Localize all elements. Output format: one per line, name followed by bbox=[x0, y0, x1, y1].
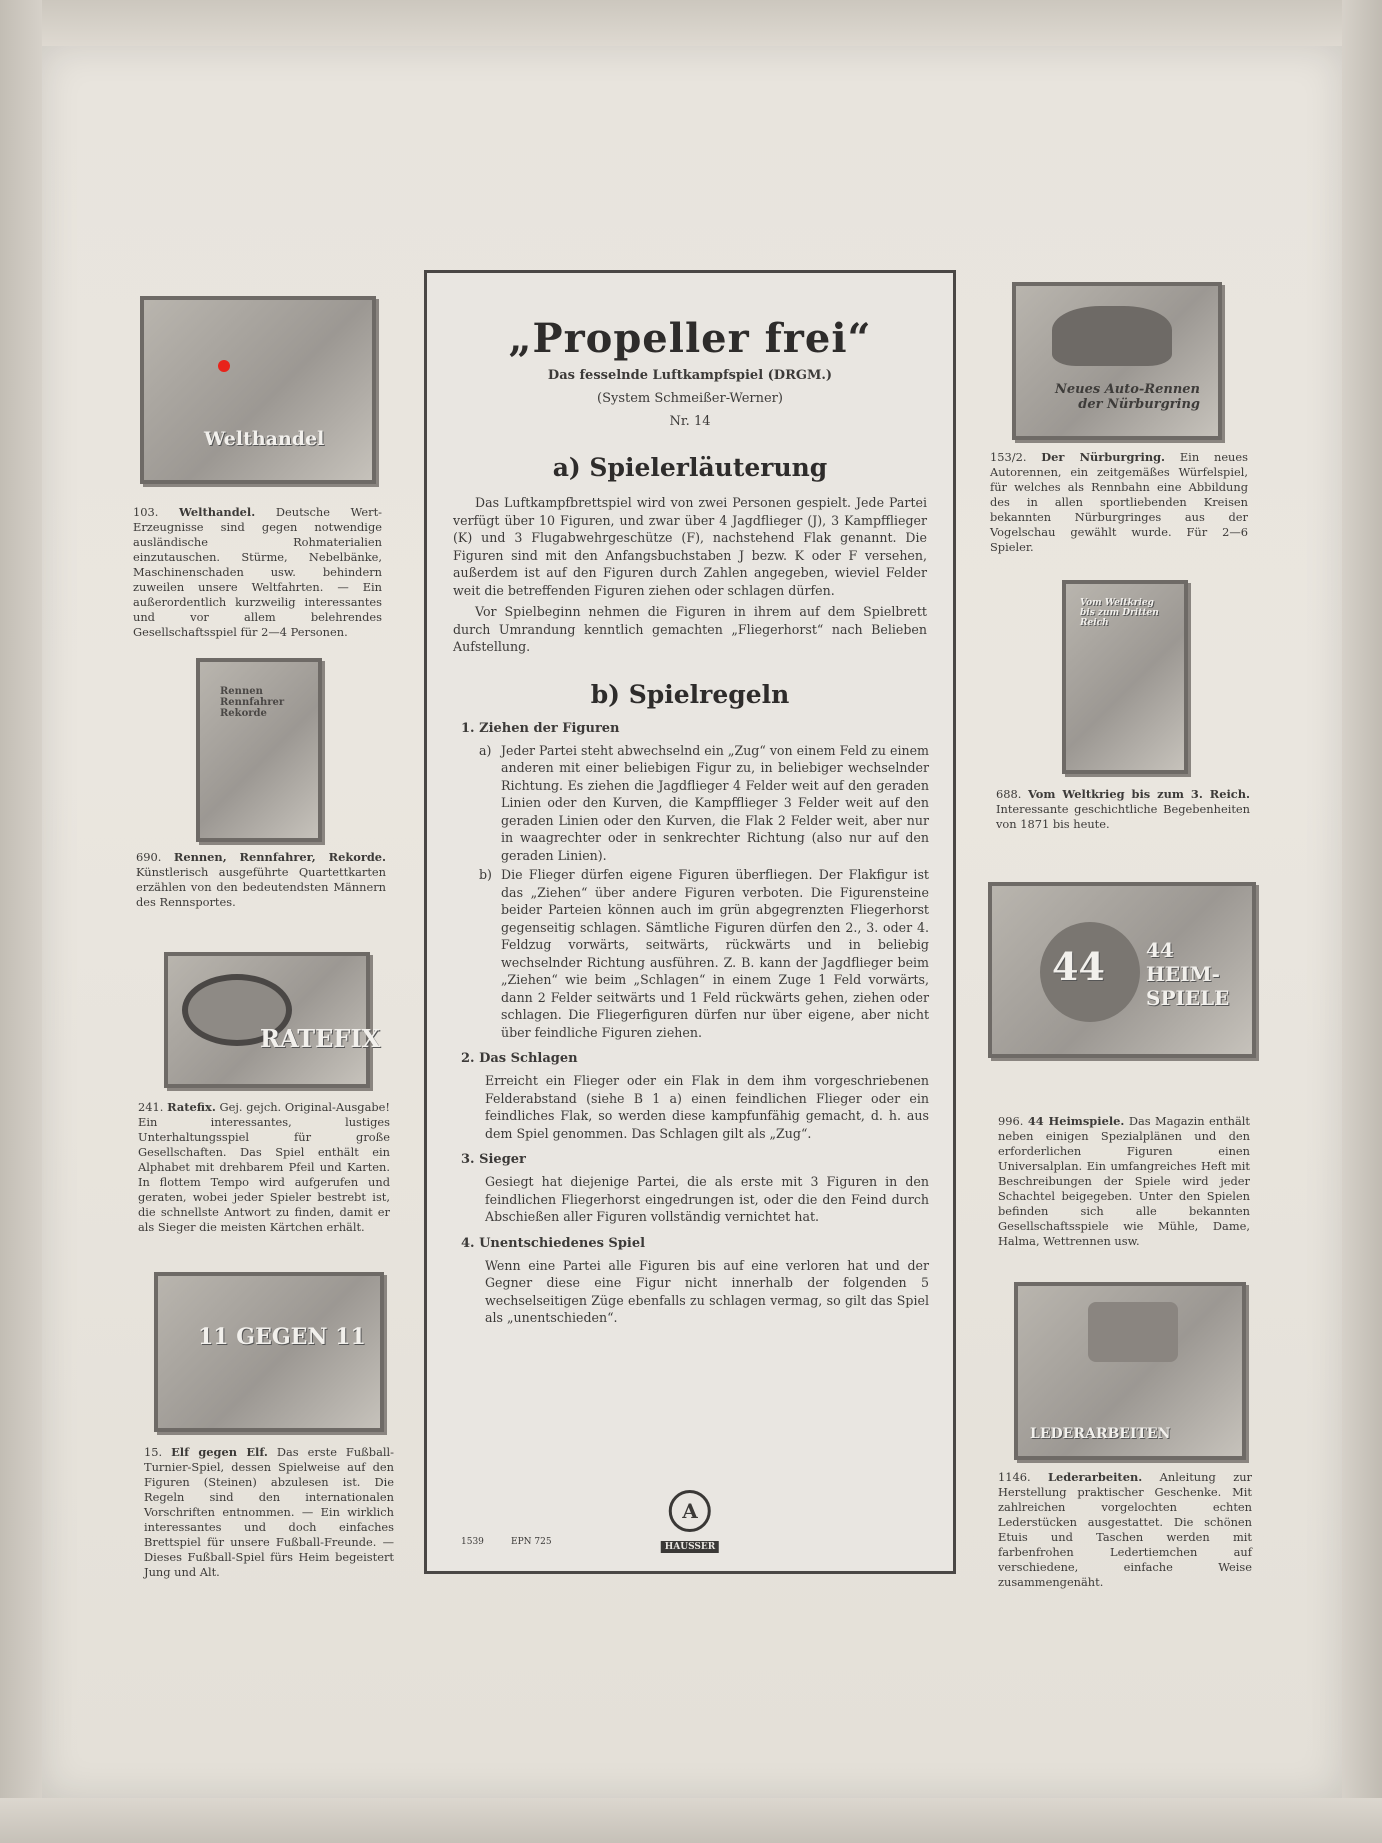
print-number: 1539 bbox=[461, 1537, 484, 1547]
elf-gegen-elf-box-label: 11 GEGEN 11 bbox=[198, 1324, 366, 1350]
welthandel-caption: 103. Welthandel. Deutsche Wert-Erzeugnisse sind gegen notwendige ausländische Rohmaterialien einzutauschen. Stürme, Nebelbänke, Maschinenschaden usw. behindern zuweilen unsere Weltfahrten. — Ein außerordentlich kurzweilig interessantes und vor allem belehrendes Gesellschaftsspiel für 2—4 Personen. bbox=[133, 505, 383, 639]
hausser-logo bbox=[661, 1490, 719, 1553]
rule-2-text: Erreicht ein Flieger oder ein Flak in dem ihm vorgeschriebenen Felderabstand (siehe B 1 a) einen feindlichen Flieger oder ein feindliches Flak, so werden diese kampfunfähig gemacht, d. h. aus dem Spiel genommen. Das Schlagen gilt als „Zug“. bbox=[485, 1073, 929, 1141]
sheet-footer bbox=[449, 1497, 931, 1557]
heimspiele-caption: 996. 44 Heimspiele. Das Magazin enthält neben einigen Spezialplänen und den erforderlichen Figuren einen Universalplan. Ein umfangreiches Heft mit Beschreibungen der Spiele wird jeder Schachtel beigegeben. Unter den Spielen befinden sich alle bekannten Gesellschaftsspiele wie Mühle, Dame, Halma, Wettrennen usw. bbox=[998, 1114, 1250, 1248]
ratefix-box-label: RATEFIX bbox=[260, 1024, 381, 1053]
game-system: (System Schmeißer-Werner) bbox=[597, 391, 783, 406]
rule-4-title: 4. Unentschiedenes Spiel bbox=[461, 1235, 646, 1251]
rule-1b bbox=[479, 866, 929, 1041]
lederarbeiten-box-image bbox=[1014, 1282, 1246, 1460]
section-a-paragraph-2: Vor Spielbeginn nehmen die Figuren in ihrem auf dem Spielbrett durch Umrandung kenntlich gemachten „Fliegerhorst“ nach Belieben Aufstellung. bbox=[453, 604, 927, 654]
rules-sheet bbox=[424, 270, 956, 1574]
rennen-box-image bbox=[196, 658, 322, 842]
weltkrieg-box-label: Vom Weltkrieg bis zum Dritten Reich bbox=[1080, 598, 1159, 628]
elf-gegen-elf-box-image bbox=[154, 1272, 384, 1432]
box-edge-right bbox=[1342, 0, 1382, 1843]
nuerburgring-box-image bbox=[1012, 282, 1222, 440]
red-mark bbox=[218, 360, 230, 372]
lederarbeiten-box-label: LEDERARBEITEN bbox=[1030, 1426, 1171, 1442]
elf-gegen-elf-caption: 15. Elf gegen Elf. Das erste Fußball-Turnier-Spiel, dessen Spielweise auf den Figuren (Steinen) abzulesen ist. Die Regeln sind den internationalen Vorschriften entnommen. — Ein wirklich interessantes und doch einfaches Brettspiel für unsere Fußball-Freunde. — Dieses Fußball-Spiel fürs Heim begeistert Jung und Alt. bbox=[144, 1445, 394, 1579]
weltkrieg-caption: 688. Vom Weltkrieg bis zum 3. Reich. Interessante geschichtliche Begebenheiten von 1871 bis heute. bbox=[996, 787, 1250, 831]
rule-1a bbox=[479, 742, 929, 865]
box-edge-bottom bbox=[0, 1798, 1382, 1843]
nuerburgring-caption: 153/2. Der Nürburgring. Ein neues Autorennen, ein zeitgemäßes Würfelspiel, für welches als Rennbahn eine Abbildung des in allen sportliebenden Kreisen bekannten Nürburgringes aus der Vogelschau gewählt wurde. Für 2—6 Spieler. bbox=[990, 450, 1248, 554]
welthandel-box-label: Welthandel bbox=[204, 428, 325, 450]
lederarbeiten-caption: 1146. Lederarbeiten. Anleitung zur Herstellung praktischer Geschenke. Mit zahlreichen vorgelochten echten Lederstücken ausgestattet. Die schönen Etuis und Taschen werden mit farbenfrohen Ledertiemchen auf verschiedene, einfache Weise zusammengenäht. bbox=[998, 1470, 1252, 1589]
box-edge-left bbox=[0, 0, 42, 1843]
hausser-brand: HAUSSER bbox=[661, 1541, 719, 1553]
rule-1b-label: b) bbox=[479, 867, 492, 882]
game-number: Nr. 14 bbox=[669, 414, 711, 429]
rule-3-text: Gesiegt hat diejenige Partei, die als erste mit 3 Figuren in den feindlichen Fliegerhorst eingedrungen ist, oder die den Feind durch Abschießen aller Figuren vollständig vernichtet hat. bbox=[485, 1174, 929, 1224]
epn-number: EPN 725 bbox=[511, 1537, 552, 1547]
box-edge-top bbox=[0, 0, 1382, 46]
welthandel-box-image bbox=[140, 296, 376, 484]
heimspiele-box-label: 44 HEIM-SPIELE bbox=[1146, 938, 1230, 1010]
weltkrieg-box-image bbox=[1062, 580, 1188, 774]
rule-1-title: 1. Ziehen der Figuren bbox=[461, 720, 620, 736]
rule-4-text: Wenn eine Partei alle Figuren bis auf eine verloren hat und der Gegner diese eine Figur nicht innerhalb der folgenden 5 wechselseitigen Züge ebenfalls zu schlagen vermag, so gilt das Spiel als „unentschieden“. bbox=[485, 1257, 929, 1325]
game-title: „Propeller frei“ bbox=[508, 315, 872, 362]
rule-3-title: 3. Sieger bbox=[461, 1152, 526, 1167]
rule-1a-text: Jeder Partei steht abwechselnd ein „Zug“ von einem Feld zu einem anderen mit einer beliebigen Figur zu, in beliebiger wechselnder Richtung. Es ziehen die Jagdflieger 4 Felder weit auf den geraden Linien oder den Kurven, die Kampfflieger 3 Felder weit auf den geraden Linien oder den Kurven, die Flak 2 Felder weit, aber nur in waagrechter oder in senkrechter Richtung (also nur auf den geraden Linien). bbox=[501, 742, 929, 863]
ratefix-caption: 241. Ratefix. Gej. gejch. Original-Ausgabe! Ein interessantes, lustiges Unterhaltungsspiel für große Gesellschaften. Das Spiel enthält ein Alphabet mit drehbarem Pfeil und Karten. In flottem Tempo wird aufgerufen und geraten, wobei jeder Spieler bestrebt ist, die schnellste Antwort zu finden, damit er als Sieger die meisten Kärtchen erhält. bbox=[138, 1100, 390, 1234]
rennen-box-label: Rennen Rennfahrer Rekorde bbox=[220, 686, 285, 719]
game-subtitle: Das fesselnde Luftkampfspiel (DRGM.) bbox=[547, 368, 833, 383]
rennen-caption: 690. Rennen, Rennfahrer, Rekorde. Künstlerisch ausgeführte Quartettkarten erzählen von den bedeutendsten Männern des Rennsportes. bbox=[136, 850, 387, 909]
ratefix-box-image bbox=[164, 952, 381, 1088]
section-a-paragraph-1: Das Luftkampfbrettspiel wird von zwei Personen gespielt. Jede Partei verfügt über 10 Figuren, und zwar über 4 Jagdflieger (J), 3 Kampfflieger (K) und 3 Flugabwehrgeschütze (F), nachstehend Flak genannt. Die Figuren sind mit den Anfangsbuchstaben J bezw. K oder F versehen, außerdem ist auf den Figuren durch Zahlen angegeben, wieviel Felder weit die betreffenden Figuren ziehen oder schlagen dürfen. bbox=[453, 495, 927, 598]
nuerburgring-box-label: Neues Auto-Rennen der Nürburgring bbox=[1054, 382, 1200, 412]
race-car-shape bbox=[1052, 306, 1172, 366]
rule-1a-label: a) bbox=[479, 742, 492, 758]
rule-1b-text: Die Flieger dürfen eigene Figuren überfliegen. Der Flakfigur ist das „Ziehen“ über andere Figuren verboten. Die Figurensteine beider Parteien können auch im grün abgegrenzten Fliegerhorst gegenseitig schlagen. Sämtliche Figuren dürfen den 2., 3. oder 4. Feldzug vorwärts, seitwärts, rückwärts und in beliebig wechselnder Richtung ausführen. Z. B. kann der Jagdflieger beim „Ziehen“ wie beim „Schlagen“ in einem Zuge 1 Feld vorwärts, dann 2 Felder seitwärts und 1 Feld rückwärts gehen, ziehen oder schlagen. Die Fliegerfiguren dürfen nur über eigene, aber nicht über feindliche Figuren ziehen. bbox=[501, 867, 929, 1040]
heimspiele-count: 44 bbox=[1052, 944, 1105, 989]
section-a-heading: a) Spielerläuterung bbox=[552, 453, 828, 482]
rule-2-title: 2. Das Schlagen bbox=[461, 1051, 578, 1066]
leather-bag-shape bbox=[1088, 1302, 1178, 1362]
hausser-logo-icon: A bbox=[669, 1490, 711, 1532]
heimspiele-box-image bbox=[988, 882, 1256, 1058]
section-b-heading: b) Spielregeln bbox=[590, 679, 790, 709]
